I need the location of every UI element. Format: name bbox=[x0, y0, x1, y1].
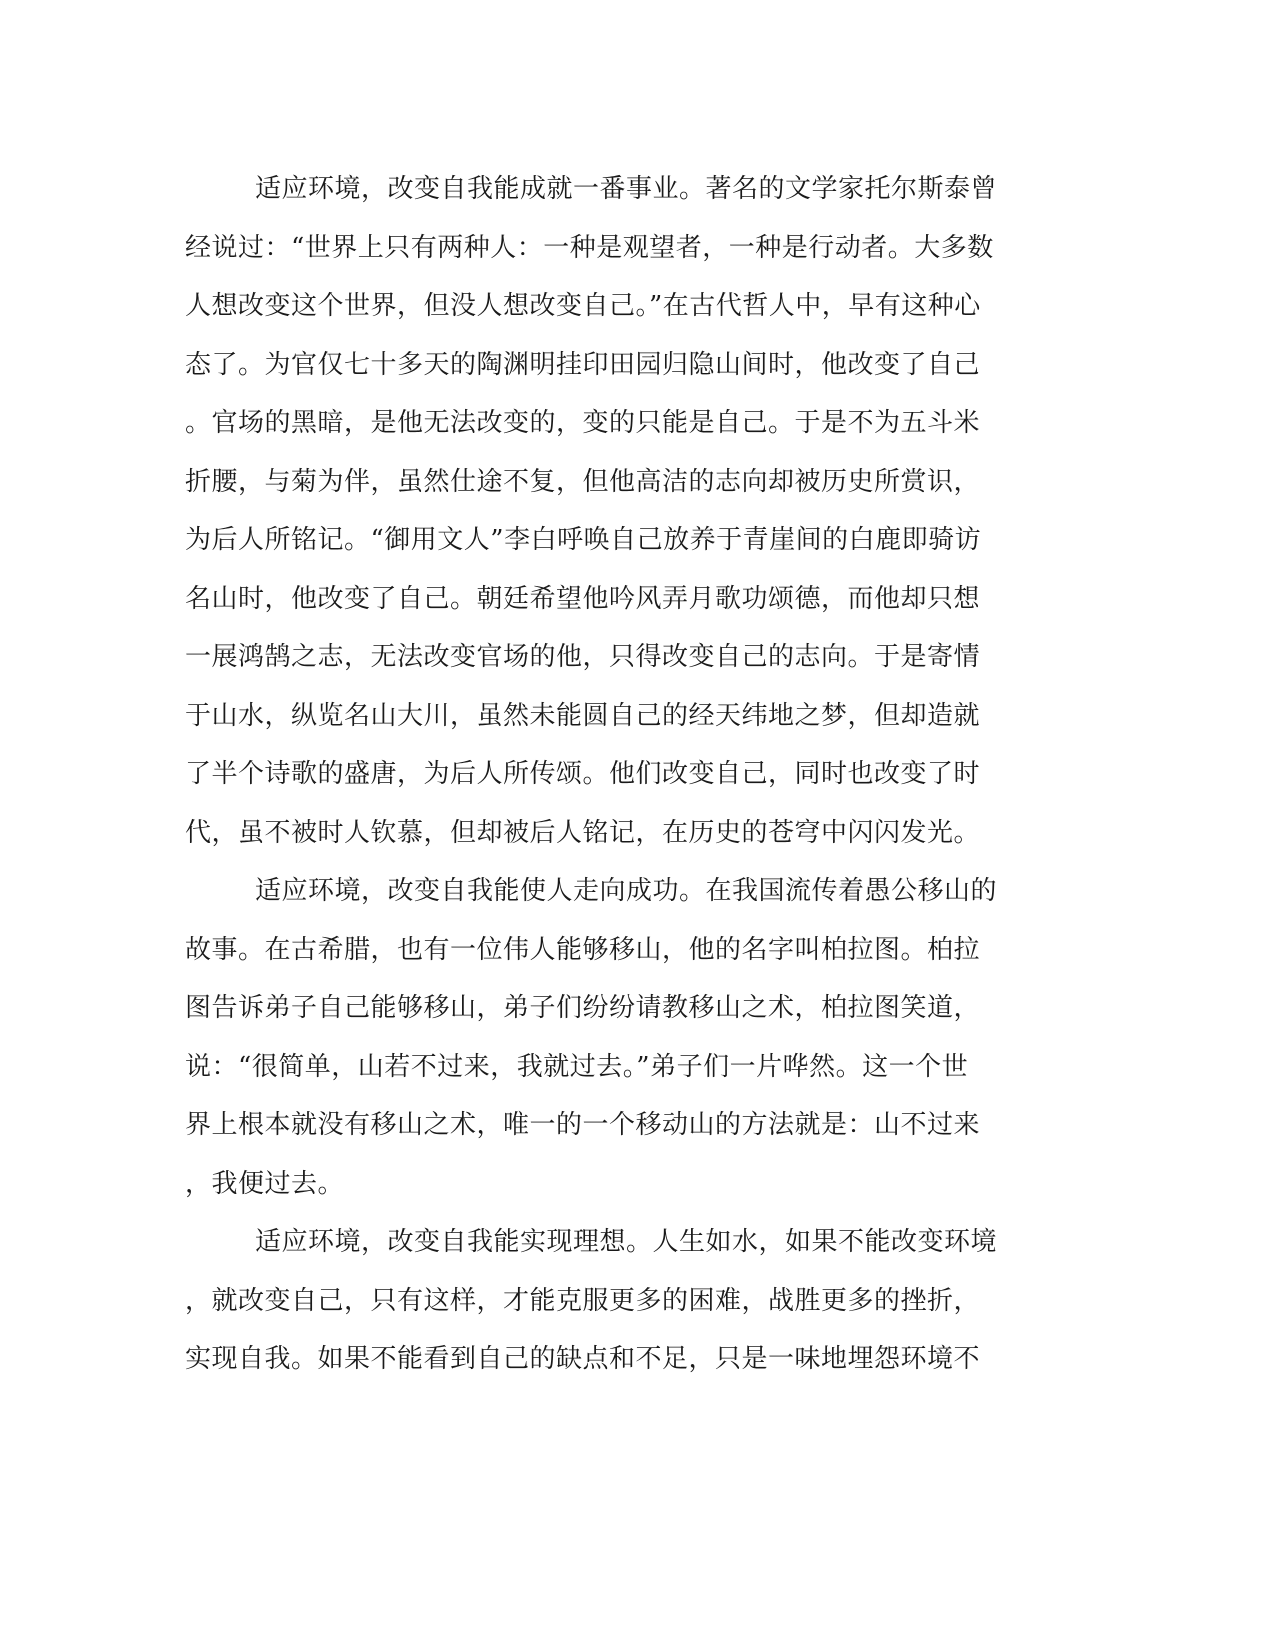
text-line: 适应环境，改变自我能实现理想。人生如水，如果不能改变环境 bbox=[255, 1227, 998, 1257]
paragraph-3 bbox=[185, 1213, 1045, 1389]
body-text bbox=[185, 160, 1045, 1389]
text-line: 代，虽不被时人钦慕，但却被后人铭记，在历史的苍穹中闪闪发光。 bbox=[185, 817, 981, 848]
text-line: 。官场的黑暗，是他无法改变的，变的只能是自己。于是不为五斗米 bbox=[185, 408, 981, 438]
paragraph-2 bbox=[185, 862, 1045, 1213]
text-line: 实现自我。如果不能看到自己的缺点和不足，只是一味地埋怨环境不 bbox=[185, 1344, 981, 1374]
text-line: 故事。在古希腊，也有一位伟人能够移山，他的名字叫柏拉图。柏拉 bbox=[185, 934, 981, 965]
text-line: 适应环境，改变自我能成就一番事业。著名的文学家托尔斯泰曾 bbox=[255, 174, 998, 204]
text-line: 为后人所铭记。“御用文人”李白呼唤自己放养于青崖间的白鹿即骑访 bbox=[185, 525, 982, 555]
text-line: 图告诉弟子自己能够移山，弟子们纷纷请教移山之术，柏拉图笑道， bbox=[185, 993, 981, 1023]
text-line: ，就改变自己，只有这样，才能克服更多的困难，战胜更多的挫折， bbox=[185, 1285, 981, 1316]
text-line: 态了。为官仅七十多天的陶渊明挂印田园归隐山间时，他改变了自己 bbox=[185, 349, 981, 380]
text-line: 折腰，与菊为伴，虽然仕途不复，但他高洁的志向却被历史所赏识， bbox=[185, 466, 981, 497]
text-line: 界上根本就没有移山之术，唯一的一个移动山的方法就是：山不过来 bbox=[185, 1110, 981, 1140]
text-line: 说：“很简单，山若不过来，我就过去。”弟子们一片哗然。这一个世 bbox=[185, 1051, 969, 1082]
text-line: 适应环境，改变自我能使人走向成功。在我国流传着愚公移山的 bbox=[255, 876, 998, 906]
paragraph-1 bbox=[185, 160, 1045, 862]
text-line: ，我便过去。 bbox=[185, 1168, 345, 1199]
text-line: 经说过：“世界上只有两种人：一种是观望者，一种是行动者。大多数 bbox=[185, 232, 994, 263]
text-line: 一展鸿鹄之志，无法改变官场的他，只得改变自己的志向。于是寄情 bbox=[185, 642, 981, 672]
text-line: 了半个诗歌的盛唐，为后人所传颂。他们改变自己，同时也改变了时 bbox=[185, 759, 981, 789]
text-line: 人想改变这个世界，但没人想改变自己。”在古代哲人中，早有这种心 bbox=[185, 291, 981, 321]
text-line: 名山时，他改变了自己。朝廷希望他吟风弄月歌功颂德，而他却只想 bbox=[185, 583, 981, 614]
text-line: 于山水，纵览名山大川，虽然未能圆自己的经天纬地之梦，但却造就 bbox=[185, 700, 981, 731]
